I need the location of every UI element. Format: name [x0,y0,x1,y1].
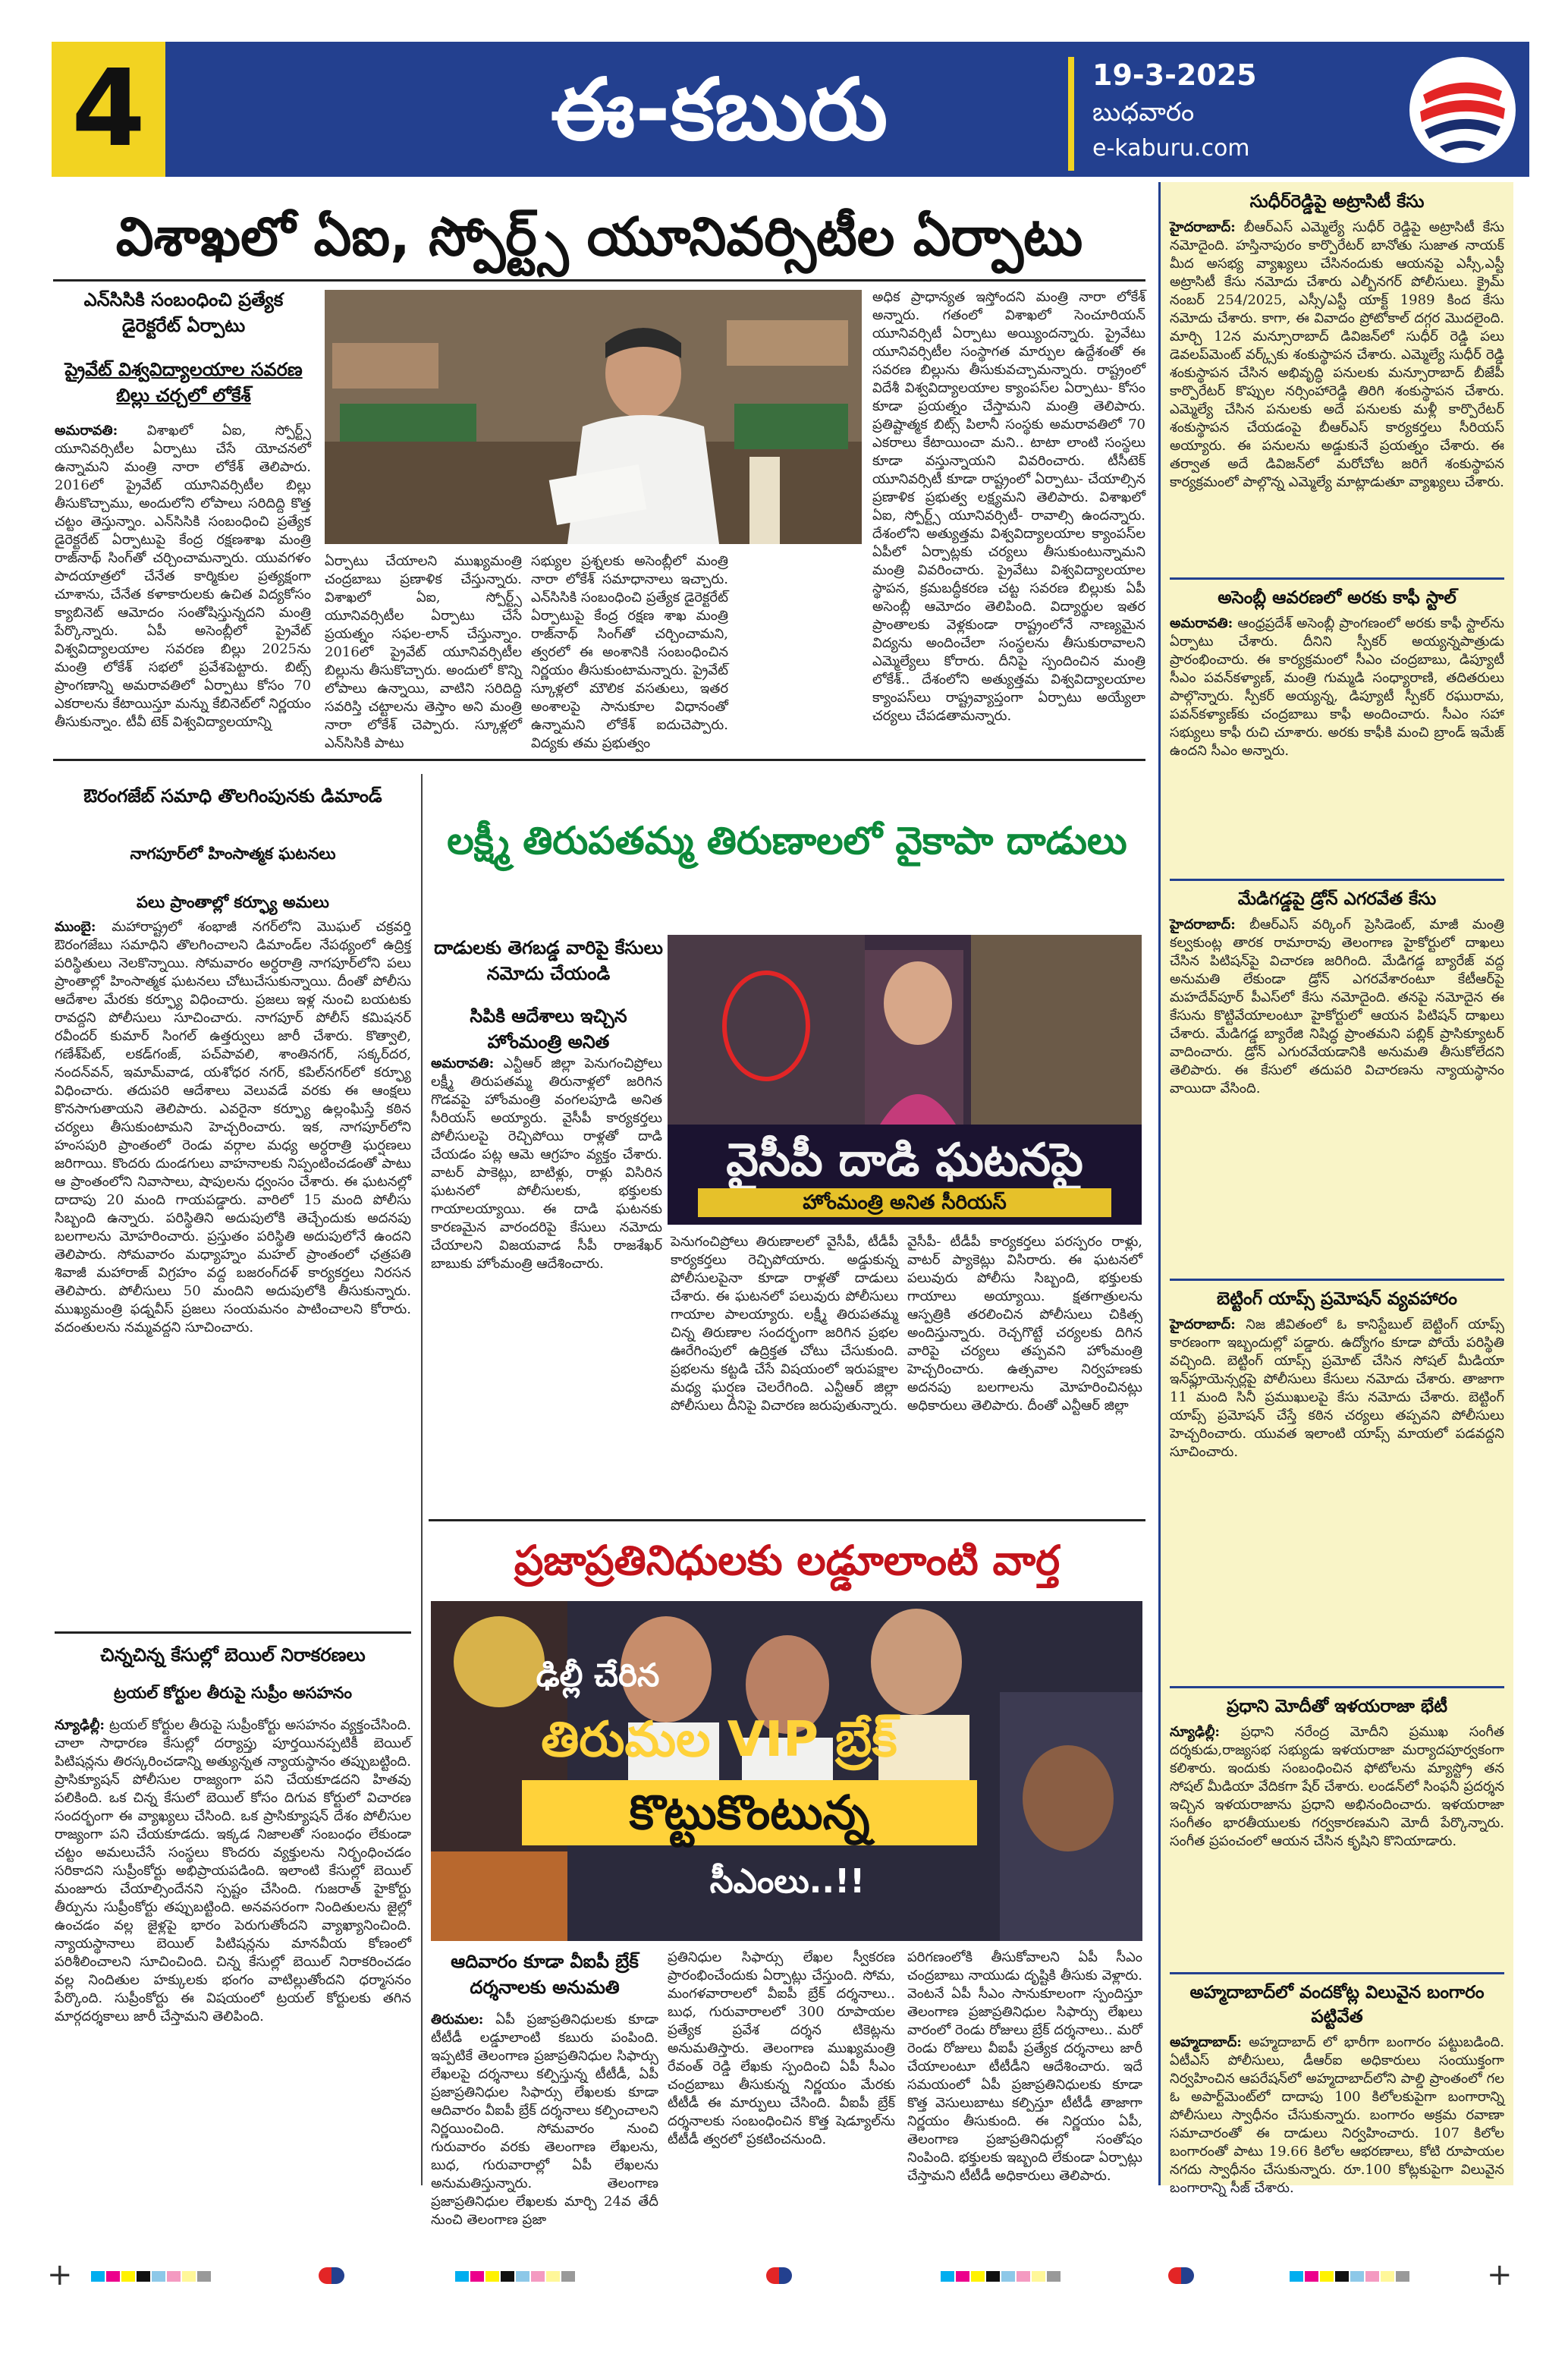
registration-dot [1168,2267,1194,2284]
story1-subheading-1: ఎన్‌సిసికి సంబంధించి ప్రత్యేక డైరెక్టరేట్ ఏర్పాటు [83,289,284,336]
sidebar-item-3-head: మేడిగడ్డపై డ్రోన్ ఎగరవేత కేసు [1237,889,1437,909]
sidebar-item-3-dateline: హైదరాబాద్: [1170,917,1236,933]
story3-dateline: తిరుమల: [431,2012,484,2028]
sidebar-item-5-text [1170,1723,1504,1966]
issue-weekday: బుధవారం [1092,97,1195,127]
story1-dateline: అమరావతి: [55,423,118,439]
story2-dateline: అమరావతి: [431,1055,495,1071]
story2-subheading-1: దాడులకు తెగబడ్డ వారిపై కేసులు నమోదు చేయండి [434,937,663,984]
story1-column-1 [55,422,311,733]
story1-column-2: ఏర్పాటు చేయాలని ముఖ్యమంత్రి చంద్రబాబు ప్రణాళిక చేస్తున్నారు. విశాఖలో ఏఐ, స్పోర్ట్స్ యూనివర్సిటీల ఏర్పాటు చేసే ప్రయత్నం సఫల-లాన్ చేస్తున్నాం. 2016లో ప్రైవేట్ యూనివర్సిటీల బిల్లును తీసుకొచ్చారు. అందులో కొన్ని లోపాలు ఉన్నాయి, వాటిని సరిదిద్ది సవరిస్తి చట్టాలను తెస్తాం అని మంత్రి నారా లోకేశ్ చెప్పారు. స్కూళ్లలో ఎన్‌సిసికి పాటు [325,553,522,751]
left-col-heading-3: పలు ప్రాంతాల్లో కర్ఫ్యూ అమలు [137,893,329,911]
story2-column-2: పెనుగంచిప్రోలు తిరుణాలలో వైసీపీ, టీడీపీ కార్యకర్తలు రెచ్చిపోయారు. అడ్డుకున్న పోలీసులపైనా కూడా రాళ్లతో దాడులు చేశారు. ఈ ఘటనలో పలువురు పోలీసులు గాయాల పాలయ్యారు. లక్ష్మీ తిరుపతమ్మ చిన్న తిరుణాల సందర్భంగా జరిగిన ప్రభల ఊరేగింపులో ఉద్రిక్తత చోటు చేసుకుంది. ప్రభలను కట్టడి చేసే విషయంలో ఇరుపక్షాల మధ్య ఘర్షణ చెలరేగింది. ఎన్టీఆర్ జిల్లా పోలీసులు దీనిపై విచారణ జరుపుతున్నారు. [671,1234,898,1414]
story1-column-3: సభ్యుల ప్రశ్నలకు అసెంబ్లీలో మంత్రి నారా లోకేశ్ సమాధానాలు ఇచ్చారు. ఎన్‌సిసికి సంబంధించి ప్రత్యేక డైరెక్టరేట్ ఏర్పాటుపై కేంద్ర రక్షణ శాఖ మంత్రి రాజ్‌నాథ్ సింగ్‌తో చర్చించామని, త్వరలో ఈ అంశానికి సంబంధించిన నిర్ణయం తీసుకుంటామన్నారు. ప్రైవేట్ స్కూళ్లలో మౌలిక వసతులు, ఇతర అంశాలపై సానుకూల విధానంతో ఉన్నామని లోకేశ్ ఐదుచెప్పారు. విద్యకు తమ ప్రభుత్వం [531,553,728,751]
left-col-separator [55,1631,411,1634]
story3-photo [431,1601,1142,1941]
sidebar-item-6-head: అహ్మదాబాద్‌లో వందకోట్ల విలువైన బంగారం పట్టివేత [1189,1983,1485,2027]
story2-headline: లక్ష్మీ తిరుపతమ్మ తిరుణాలలో వైకాపా దాడులు [447,819,1127,863]
left-col-dateline-2: న్యూఢిల్లీ: [55,1717,105,1733]
story3-column-1 [431,2011,658,2228]
sidebar-item-4-body: నిజ జీవితంలో ఓ కానిస్టేబుల్ బెట్టింగ్ యాప్స్ కారణంగా ఇబ్బందుల్లో పడ్డారు. ఉద్యోగం కూడా పోయే పరిస్థితి వచ్చింది. బెట్టింగ్ యాప్స్ ప్రమోట్ చేసిన సోషల్ మీడియా ఇన్‌ఫ్లూయెన్సర్లపై పోలీసులు కేసులు నమోదు చేశారు. తాజాగా 11 మంది సినీ ప్రముఖులపై కేసు నమోదు చేశారు. బెట్టింగ్ యాప్స్ ప్రమోషన్ చేస్తే కఠిన చర్యలు తప్పవని పోలీసులు హెచ్చరించారు. యువత ఇలాంటి యాప్స్ మాయలో పడవద్దని సూచించారు. [1170,1317,1504,1460]
story1-headline: విశాఖలో ఏఐ, స్పోర్ట్స్ యూనివర్సిటీల ఏర్పాటు [115,206,1083,268]
story2-column-1 [431,1055,662,1506]
brand-title: ఈ-కబురు [550,61,888,159]
story1-subheading-2: ప్రైవేట్ విశ్వవిద్యాలయాల సవరణ బిల్లు చర్చలో లోకేశ్ [64,359,303,406]
sidebar-item-5-head: ప్రధాని మోదీతో ఇళయరాజా భేటీ [1226,1697,1447,1716]
sidebar-item-5-body: ప్రధాని నరేంద్ర మోదీని ప్రముఖ సంగీత దర్శకుడు,రాజ్యసభ సభ్యుడు ఇళయరాజా మర్యాదపూర్వకంగా కలిశారు. ఇందుకు సంబంధించిన ఫోటోలను మ్యాస్ట్రో తన సోషల్ మీడియా వేదికగా షేర్ చేశారు. లండన్‌లో సింఫనీ ప్రదర్శన ఇచ్చిన ఇళయరాజాను ప్రధాని అభినందించారు. ఇళయరాజా సంగీతం భారతీయులకు గర్వకారణమని మోదీ పేర్కొన్నారు. సంగీత ప్రపంచంలో ఆయన చేసిన కృషిని కొనియాడారు. [1170,1724,1504,1849]
sidebar-separator [1170,1972,1504,1974]
story1-column-4: అధిక ప్రాధాన్యత ఇస్తోందని మంత్రి నారా లోకేశ్ అన్నారు. గతంలో విశాఖలో సెంచూరియన్ యూనివర్సిటీ ఏర్పాటు అయ్యిందన్నారు. ప్రైవేటు యూనివర్సిటీల సంస్థాగత మార్పుల ఉద్దేశంతో ఈ సవరణ బిల్లును తీసుకువచ్చామన్నారు. రాష్ట్రంలో విదేశీ విశ్వవిద్యాలయాల క్యాంపస్‌ల ఏర్పాటు- కోసం కూడా ప్రయత్నం చేస్తామని మంత్రి తెలిపారు. ప్రతిష్టాత్మక బిట్స్ పిలానీ సంస్థకు అమరావతిలో 70 ఎకరాలు కేటాయించా మని.. టాటా లాంటి సంస్థలు కూడా వస్తున్నాయని వివరించారు. టీసీటెక్ యూనివర్సిటీ కూడా రాష్ట్రంలో ఏర్పాటు- చేయాల్సిన ప్రణాళిక ప్రభుత్వ లక్ష్యమని తెలిపారు. విశాఖలో ఏఐ, స్పోర్ట్స్ యూనివర్సిటీ- రావాల్సి ఉందన్నారు. దేశంలోని అత్యుత్తమ విశ్వవిద్యాలయాల క్యాంపస్‌ల ఏపీలో ఏర్పాట్లకు చర్యలు తీసుకుంటున్నామని మంత్రి వివరించారు. ప్రైవేటు విశ్వవిద్యాలయాల స్థాపన, క్రమబద్ధీకరణ చట్ట సవరణ బిల్లుకు ఏపీ అసెంబ్లీ ఆమోదం తెలిపింది. విద్యార్థుల ఇతర ప్రాంతాలకు వెళ్లకుండా రాష్ట్రంలోనే నాణ్యమైన విద్యను అందించేలా సంస్థలను తీసుకురావాలని ఎమ్మెల్యేలు కోరారు. దీనిపై స్పందించిన మంత్రి లోకేశ్.. దేశంలోని అత్యుత్తమ విశ్వవిద్యాలయాల క్యాంపస్‌లు రాష్ట్రవ్యాప్తంగా ఏర్పాటు అయ్యేలా చర్యలు చేపడతామన్నారు. [872,289,1145,724]
sidebar-item-4-dateline: హైదరాబాద్: [1170,1317,1236,1332]
story3-column-3: పరిగణంలోకి తీసుకోవాలని ఏపీ సీఎం చంద్రబాబు నాయుడు దృష్టికి తీసుకు వెళ్లారు. వెంటనే ఏపీ సీఎం సానుకూలంగా స్పందిస్తూ తెలంగాణ ప్రజాప్రతినిధుల సిఫార్సు లేఖలు వారంలో రెండు రోజులు బ్రేక్ దర్శనాలు.. మరో రెండు రోజులు వీఐపీ ప్రత్యేక దర్శనాలు జారీ చేయాలంటూ టీటీడీని ఆదేశించారు. ఇదే సమయంలో ఏపీ ప్రజాప్రతినిధులకు కూడా కొత్త వెసులుబాటు కల్పిస్తూ టీటీడీ తాజాగా నిర్ణయం తీసుకుంది. ఈ నిర్ణయం ఏపీ, తెలంగాణ ప్రజాప్రతినిధుల్లో సంతోషం నింపింది. భక్తులకు ఇబ్బంది లేకుండా ఏర్పాట్లు చేస్తామని టీటీడీ అధికారులు తెలిపారు. [907,1949,1142,2184]
story3-subheading: ఆదివారం కూడా వీఐపీ బ్రేక్ దర్శనాలకు అనుమతి [451,1951,639,1998]
masthead [52,42,1529,177]
date-box [1068,57,1320,171]
color-bar [91,2270,212,2285]
sidebar-separator [1170,1686,1504,1688]
story3-headline: ప్రజాప్రతినిధులకు లడ్డూలాంటి వార్త [514,1537,1061,1584]
globe-swoosh-logo [1409,57,1516,163]
sidebar-item-1-text [1170,219,1504,571]
story3-photo-line-4: సీఎంలు..!! [709,1862,866,1901]
sidebar-item-6-dateline: అహ్మదాబాద్: [1170,2034,1242,2050]
story2-column-3: వైసీపీ- టీడీపీ కార్యకర్తలు పరస్పరం రాళ్లు, వాటర్ ప్యాకెట్లు విసిరారు. ఈ ఘటనలో పలువురు పోలీసు సిబ్బంది, భక్తులకు గాయాలు అయ్యాయి. క్షతగాత్రులను ఆస్పత్రికి తరలించిన పోలీసులు చికిత్స అందిస్తున్నారు. రెచ్చగొట్టే చర్యలకు దిగిన వారిపై చర్యలు తప్పవని హోంమంత్రి హెచ్చరించారు. ఉత్సవాల నిర్వహణకు అదనపు బలగాలను మోహరించినట్లు అధికారులు తెలిపారు. దీంతో ఎన్టీఆర్ జిల్లా [907,1234,1142,1414]
left-col-dateline-1: ముంబై: [55,919,96,935]
left-col-article-1 [55,918,411,1620]
story3-photo-line-1: ఢిల్లీ చేరిన [536,1656,660,1694]
sidebar-item-5-dateline: న్యూఢిల్లీ: [1170,1724,1221,1740]
column-divider [421,774,423,2185]
story1-text-1: విశాఖలో ఏఐ, స్పోర్ట్స్ యూనివర్సిటీల ఏర్పాటు చేసే యోచనలో ఉన్నామని మంత్రి నారా లోకేశ్ తెలిపారు. 2016లో ప్రైవేట్ యూనివర్సిటీల బిల్లు తీసుకొచ్చాము, అందులోని లోపాలు సరిదిద్ది కొత్త చట్టం తెస్తున్నాం. ఎన్‌సిసికి సంబంధించి ప్రత్యేక డైరెక్టరేట్ ఏర్పాటుపై కేంద్ర రక్షణశాఖ మంత్రి రాజ్‌నాథ్ సింగ్‌తో చర్చించామన్నారు. యువగళం పాదయాత్రలో చేనేత కార్మికుల ప్రత్యక్షంగా చూశాను, చేనేత కళాకారులకు ఉచిత విద్యకోసం క్యాబినెట్ ఆమోదం సంతోషిస్తున్నదని మంత్రి పేర్కొన్నారు. ఏపీ అసెంబ్లీలో ప్రైవేట్ విశ్వవిద్యాలయాల సవరణ బిల్లు 2025ను మంత్రి లోకేశ్ సభలో ప్రవేశపెట్టారు. బిట్స్ ప్రాంగణాన్ని అమరావతిలో ఏర్పాటు కోసం 70 ఎకరాలను కేటాయిస్తూ మన్ను కేబినెట్‌లో నిర్ణయం తీసుకున్నాం. టీవీ టెక్ విశ్వవిద్యాలయాన్ని [55,423,311,730]
left-col-heading-1: ఔరంగజేబ్ సమాధి తొలగింపునకు డిమాండ్ [83,785,382,807]
story1-photo-minister [325,290,862,544]
story-separator [53,759,1145,761]
sidebar-item-2-head: అసెంబ్లీ ఆవరణలో అరకు కాఫీ స్టాల్ [1218,588,1456,608]
story3-text-1: ఏపీ ప్రజాప్రతినిధులకు కూడా టీటీడీ లడ్డూలాంటి కబురు పంపింది. ఇప్పటికే తెలంగాణ ప్రజాప్రతినిధుల సిఫార్సు లేఖలపై దర్శనాలు కల్పిస్తున్న టీటీడీ, ఏపీ ప్రజాప్రతినిధుల సిఫార్సు లేఖలకు కూడా ఆదివారం వీఐపీ బ్రేక్ దర్శనాలు కల్పించాలని నిర్ణయించింది. సోమవారం నుంచి గురువారం వరకు తెలంగాణ లేఖలను, బుధ, గురువారాల్లో ఏపీ లేఖలను అనుమతిస్తున్నారు. తెలంగాణ ప్రజాప్రతినిధుల లేఖలకు మార్చి 24వ తేదీ నుంచి తెలంగాణ ప్రజా [431,2012,658,2228]
story2-text-1: ఎన్టీఆర్ జిల్లా పెనుగంచిప్రోలు లక్ష్మీ తిరుపతమ్మ తిరునాళ్లలో జరిగిన గొడవపై హోంమంత్రి వంగలపూడి అనిత సీరియస్ అయ్యారు. వైసీపీ కార్యకర్తలు పోలీసులపై రెచ్చిపోయి రాళ్లతో దాడి చేయడం పట్ల ఆమె ఆగ్రహం వ్యక్తం చేశారు. వాటర్ పాకెట్లు, బాటిళ్లు, రాళ్లు విసిరిన ఘటనలో పోలీసులకు, భక్తులకు గాయాలయ్యాయి. ఈ దాడి ఘటనకు కారణమైన వారందరిపై కేసులు నమోదు చేయాలని విజయవాడ సీపీ రాజశేఖర్ బాబుకు హోంమంత్రి ఆదేశించారు. [431,1055,662,1272]
registration-mark-right: + [1487,2257,1513,2292]
sidebar-item-6-body: అహ్మదాబాద్ లో భారీగా బంగారం పట్టుబడింది. ఏటీఎస్ పోలీసులు, డీఆర్ఐ అధికారులు సంయుక్తంగా నిర్వహించిన ఆపరేషన్‌లో అహ్మదాబాద్‌లోని పాల్డి ప్రాంతంలో గల ఓ అపార్ట్‌మెంట్‌లో దాదాపు 100 కిలోలకుపైగా బంగారాన్ని పోలీసులు స్వాధీనం చేసుకున్నారు. బంగారం అక్రమ రవాణా సమాచారంతో ఈ దాడులు నిర్వహించారు. 107 కిలోల బంగారంతో పాటు 19.66 కిలోల ఆభరణాలు, కోటి రూపాయల నగదు స్వాధీనం చేసుకున్నారు. రూ.100 కోట్లకుపైగా విలువైన బంగారాన్ని సీజ్ చేశారు. [1170,2034,1504,2196]
sidebar-item-4-text [1170,1316,1504,1680]
sidebar-separator [1170,1279,1504,1281]
story2-photo-title: వైసీపీ దాడి ఘటనపై [726,1134,1083,1187]
color-bar [941,2270,1062,2285]
story3-photo-line-2: తిరుమల VIP బ్రేక్ [541,1712,897,1768]
left-col-heading-2: నాగపూర్‌లో హింసాత్మక ఘటనలు [130,845,336,863]
registration-dot [319,2267,344,2284]
left-col-article-2 [55,1716,411,2183]
sidebar-item-4-head: బెట్టింగ్ యాప్స్ ప్రమోషన్ వ్యవహారం [1217,1289,1457,1309]
sidebar-item-2-text [1170,615,1504,873]
page-number: 4 [52,42,165,177]
story1-rule [53,279,1145,282]
news-sidebar [1158,182,1513,2196]
story2-photo-subtitle: హోంమంత్రి అనిత సీరియస్ [698,1188,1111,1217]
left-col-heading-5: ట్రయల్ కోర్టుల తీరుపై సుప్రీం అసహనం [114,1684,352,1702]
sidebar-item-6-text [1170,2034,1504,2261]
story2-photo [668,935,1142,1225]
registration-dot [766,2267,792,2284]
story3-photo-line-3: కొట్టుకొంటున్న [522,1780,977,1845]
color-bar [455,2270,577,2285]
sidebar-separator [1170,879,1504,881]
story3-column-2: ప్రతినిధుల సిఫార్సు లేఖల స్వీకరణ ప్రారంభించేందుకు ఏర్పాట్లు చేస్తుంది. సోమ, మంగళవారాలలో వీఐపీ బ్రేక్ దర్శనాలు.. బుధ, గురువారాలలో 300 రూపాయల ప్రత్యేక ప్రవేశ దర్శన టికెట్లను అనుమతిస్తారు. తెలంగాణ ముఖ్యమంత్రి రేవంత్ రెడ్డి లేఖకు స్పందించి ఏపీ సీఎం చంద్రబాబు తీసుకున్న నిర్ణయం మేరకు టీటీడీ ఈ మార్పులు చేసింది. వీఐపీ బ్రేక్ దర్శనాలకు సంబంధించిన కొత్త షెడ్యూల్‌ను టీటీడీ త్వరలో ప్రకటించనుంది. [668,1949,895,2147]
issue-date: 19-3-2025 [1092,58,1257,92]
left-col-heading-4: చిన్నచిన్న కేసుల్లో బెయిల్ నిరాకరణలు [100,1644,366,1666]
left-col-text-2: ట్రయల్ కోర్టుల తీరుపై సుప్రీంకోర్టు అసహనం వ్యక్తంచేసింది. చాలా సాధారణ కేసుల్లో దర్యాప్తు పూర్తయినప్పటికీ బెయిల్ పిటిషన్లను తిరస్కరించడాన్ని అత్యున్నత న్యాయస్థానం తప్పుబట్టింది. ప్రాసిక్యూషన్ పోలీసుల రాజ్యంగా పని చేయకూడదని హితవు పలికింది. ఒక చిన్న కేసులో బెయిల్ కోసం దిగువ కోర్టులో విచారణ సందర్భంగా ఈ వ్యాఖ్యలు చేసింది. ఒక ప్రాసిక్యూషన్ దేశం పోలీసుల రాజ్యంగా పని చేయకూడదు. ఇక్కడ నిజాలతో సంబంధం లేకుండా చట్టం అమలుచేసే సంస్థలు కొందరు వ్యక్తులను నిర్బంధించడం సరికాదని సుప్రీంకోర్టు అభిప్రాయపడింది. ఇలాంటి కేసుల్లో బెయిల్ మంజూరు చేయాల్సిందేనని స్పష్టం చేసింది. గుజరాత్ హైకోర్టు తీర్పును సుప్రీంకోర్టు తప్పుబట్టింది. అనవసరంగా నిందితులను జైల్లో ఉంచడం వల్ల జైళ్లపై భారం పెరుగుతోందని వ్యాఖ్యానించింది. న్యాయస్థానాలు బెయిల్ పిటిషన్లను మానవీయ కోణంలో పరిశీలించాలని సూచించింది. చిన్న కేసుల్లో బెయిల్ నిరాకరించడం వల్ల నిందితుల హక్కులకు భంగం వాటిల్లుతోందని ధర్మాసనం పేర్కొంది. సుప్రీంకోర్టు ఈ విషయంలో ట్రయల్ కోర్టులకు తగిన మార్గదర్శకాలు జారీ చేస్తామని తెలిపింది. [55,1717,411,2024]
sidebar-item-3-body: బీఆర్ఎస్ వర్కింగ్ ప్రెసిడెంట్, మాజీ మంత్రి కల్వకుంట్ల తారక రామారావు తెలంగాణ హైకోర్టులో దాఖలు చేసిన పిటిషన్‌పై విచారణ జరిగింది. మేడిగడ్డ బ్యారేజ్ వద్ద అనుమతి లేకుండా డ్రోన్ ఎగరవేశారంటూ కేటీఆర్‌పై మహదేవ్‌పూర్ పీఎస్‌లో కేసు నమోదైంది. తనపై నమోదైన ఈ కేసును కొట్టివేయాలంటూ హైకోర్టులో ఆయన పిటిషన్ దాఖలు చేశారు. మేడిగడ్డ బ్యారేజి నిషిద్ధ ప్రాంతమని పబ్లిక్ ప్రాసిక్యూటర్ వాదించారు. డ్రోన్ ఎగురవేయడానికి అనుమతి తీసుకోలేదని తెలిపారు. ఈ కేసులో తదుపరి విచారణను న్యాయస్థానం వాయిదా వేసింది. [1170,917,1504,1096]
left-col-text-1: మహారాష్ట్రలో శంభాజీ నగర్‌లోని మొఘల్ చక్రవర్తి ఔరంగజేబు సమాధిని తొలగించాలని డిమాండ్‌ల నేపథ్యంలో ఉద్రిక్త పరిస్థితులు నెలకొన్నాయి. సోమవారం అర్ధరాత్రి నాగపూర్‌లోని పలు ప్రాంతాల్లో హింసాత్మక ఘటనలు చోటుచేసుకున్నాయి. దీంతో పోలీసు ఆదేశాల మేరకు కర్ఫ్యూ విధించారు. ప్రజలు ఇళ్ల నుంచి బయటకు రావద్దని పోలీసులు సూచించారు. నాగపూర్ పోలీస్ కమిషనర్ రవీందర్ కుమార్ సింగల్ ఉత్తర్వులు జారీ చేశారు. కొత్వాలి, గణేశ్‌పేట్, లకడ్‌గంజ్, పచ్‌పావలి, శాంతినగర్, సక్కర్‌దర, నందన్‌వన్, ఇమామ్‌వాడ, యశోధర నగర్, కపిల్‌నగర్‌లో కర్ఫ్యూ విధించారు. తదుపరి ఆదేశాలు వెలువడే వరకు ఈ ఆంక్షలు కొనసాగుతాయని తెలిపారు. ఎవరైనా కర్ఫ్యూ ఉల్లంఘిస్తే కఠిన చర్యలు తీసుకుంటామని హెచ్చరించారు. ఇక, నాగపూర్‌లోని హంసపురి ప్రాంతంలో రెండు వర్గాల మధ్య అర్ధరాత్రి ఘర్షణలు జరిగాయి. కొందరు దుండగులు వాహనాలకు నిప్పంటించడంతో పాటు ఆ ప్రాంతంలోని నివాసాలు, షాపులను ధ్వంసం చేశారు. ఈ ఘటనల్లో దాదాపు 20 మంది గాయపడ్డారు. వారిలో 15 మంది పోలీసు సిబ్బంది ఉన్నారు. పరిస్థితిని అదుపులోకి తెచ్చేందుకు అదనపు బలగాలను మోహరించారు. ప్రస్తుతం పరిస్థితి అదుపులోనే ఉందని తెలిపారు. సోమవారం మధ్యాహ్నం మహల్ ప్రాంతంలో ఛత్రపతి శివాజీ మహారాజ్ విగ్రహం వద్ద బజరంగ్‌దళ్ కార్యకర్తలు నిరసన తెలిపారు. పోలీసులు 50 మందిని అదుపులోకి తీసుకున్నారు. ముఖ్యమంత్రి ఫడ్నవీస్ ప్రజలు సంయమనం పాటించాలని కోరారు. వదంతులను నమ్మవద్దని సూచించారు. [55,919,411,1335]
story2-subheading-2: సిపికి ఆదేశాలు ఇచ్చిన హోంమంత్రి అనిత [470,1005,627,1052]
sidebar-item-1-head: సుధీర్‌రెడ్డిపై అట్రాసిటీ కేసు [1249,192,1425,212]
website-link[interactable]: e-kaburu.com [1092,135,1250,162]
story-separator-2 [429,1519,1145,1521]
sidebar-item-2-dateline: అమరావతి: [1170,615,1233,631]
sidebar-item-2-body: ఆంధ్రప్రదేశ్ అసెంబ్లీ ప్రాంగణంలో అరకు కాఫీ స్టాల్‌ను ఏర్పాటు చేశారు. దీనిని స్పీకర్ అయ్యన్నపాత్రుడు ప్రారంభించారు. ఈ కార్యక్రమంలో సీఎం చంద్రబాబు, డిప్యూటీ సీఎం పవన్‌కళ్యాణ్, మంత్రి గుమ్మడి సంధ్యారాణి, తదితరులు పాల్గొన్నారు. స్పీకర్ అయ్యన్న, డిప్యూటీ స్పీకర్ రఘురామ, పవన్‌కళ్యాణ్‌కు చంద్రబాబు కాఫీ అందించారు. సీఎం సహా సభ్యులు కాఫీ రుచి చూశారు. అరకు కాఫీకి మంచి బ్రాండ్ ఇమేజ్ ఉందని సీఎం అన్నారు. [1170,615,1504,759]
sidebar-item-3-text [1170,916,1504,1273]
sidebar-item-1-dateline: హైదరాబాద్: [1170,219,1236,235]
registration-mark-left: + [47,2257,73,2292]
color-bar [1290,2270,1411,2285]
sidebar-separator [1170,577,1504,580]
sidebar-item-1-body: బీఆర్ఎస్ ఎమ్మెల్యే సుధీర్ రెడ్డిపై అట్రాసిటీ కేసు నమోదైంది. హస్తినాపురం కార్పొరేటర్ బానోతు సుజాత నాయక్ మీద అసభ్య వ్యాఖ్యలు చేసినందుకు ఆయనపై ఎస్సీ,ఎస్టీ అట్రాసిటీ కేసు నమోదు చేశారు ఎల్బీనగర్ పోలీసులు. క్రైమ్ నంబర్ 254/2025, ఎస్సీ/ఎస్టీ యాక్ట్ 1989 కింద కేసు నమోదు చేశారు. కాగా, ఈ వివాదం ప్రోటోకాల్ దగ్గర మొదలైంది. మార్చి 12న మన్సూరాబాద్ డివిజన్‌లో సుధీర్ రెడ్డి పలు డెవలప్‌మెంట్ వర్క్స్‌కు శంకుస్థాపన చేశారు. ఎమ్మెల్యే సుధీర్ రెడ్డి శంకుస్థాపన చేసిన అభివృద్ధి పనులకు మన్సూరాబాద్ బీజేపీ కార్పొరేటర్ కొప్పుల నర్సింహారెడ్డి తిరిగి శంకుస్థాపన చేశారు. ఎమ్మెల్యే చేసిన పనులకు అదే పనులకు మళ్లీ కార్పొరేటర్ శంకుస్థాపన చేయడంపై బీఆర్ఎస్ కార్యకర్తలు సీరియస్ అయ్యారు. ఈ పనులను అడ్డుకునే ప్రయత్నం చేశారు. ఈ తర్వాత అదే డివిజన్‌లో మరోచోట జరిగే శంకుస్థాపన కార్యక్రమంలో పాల్గొన్న ఎమ్మెల్యే మాట్లాడుతూ వ్యాఖ్యలు చేశారు. [1170,219,1504,490]
